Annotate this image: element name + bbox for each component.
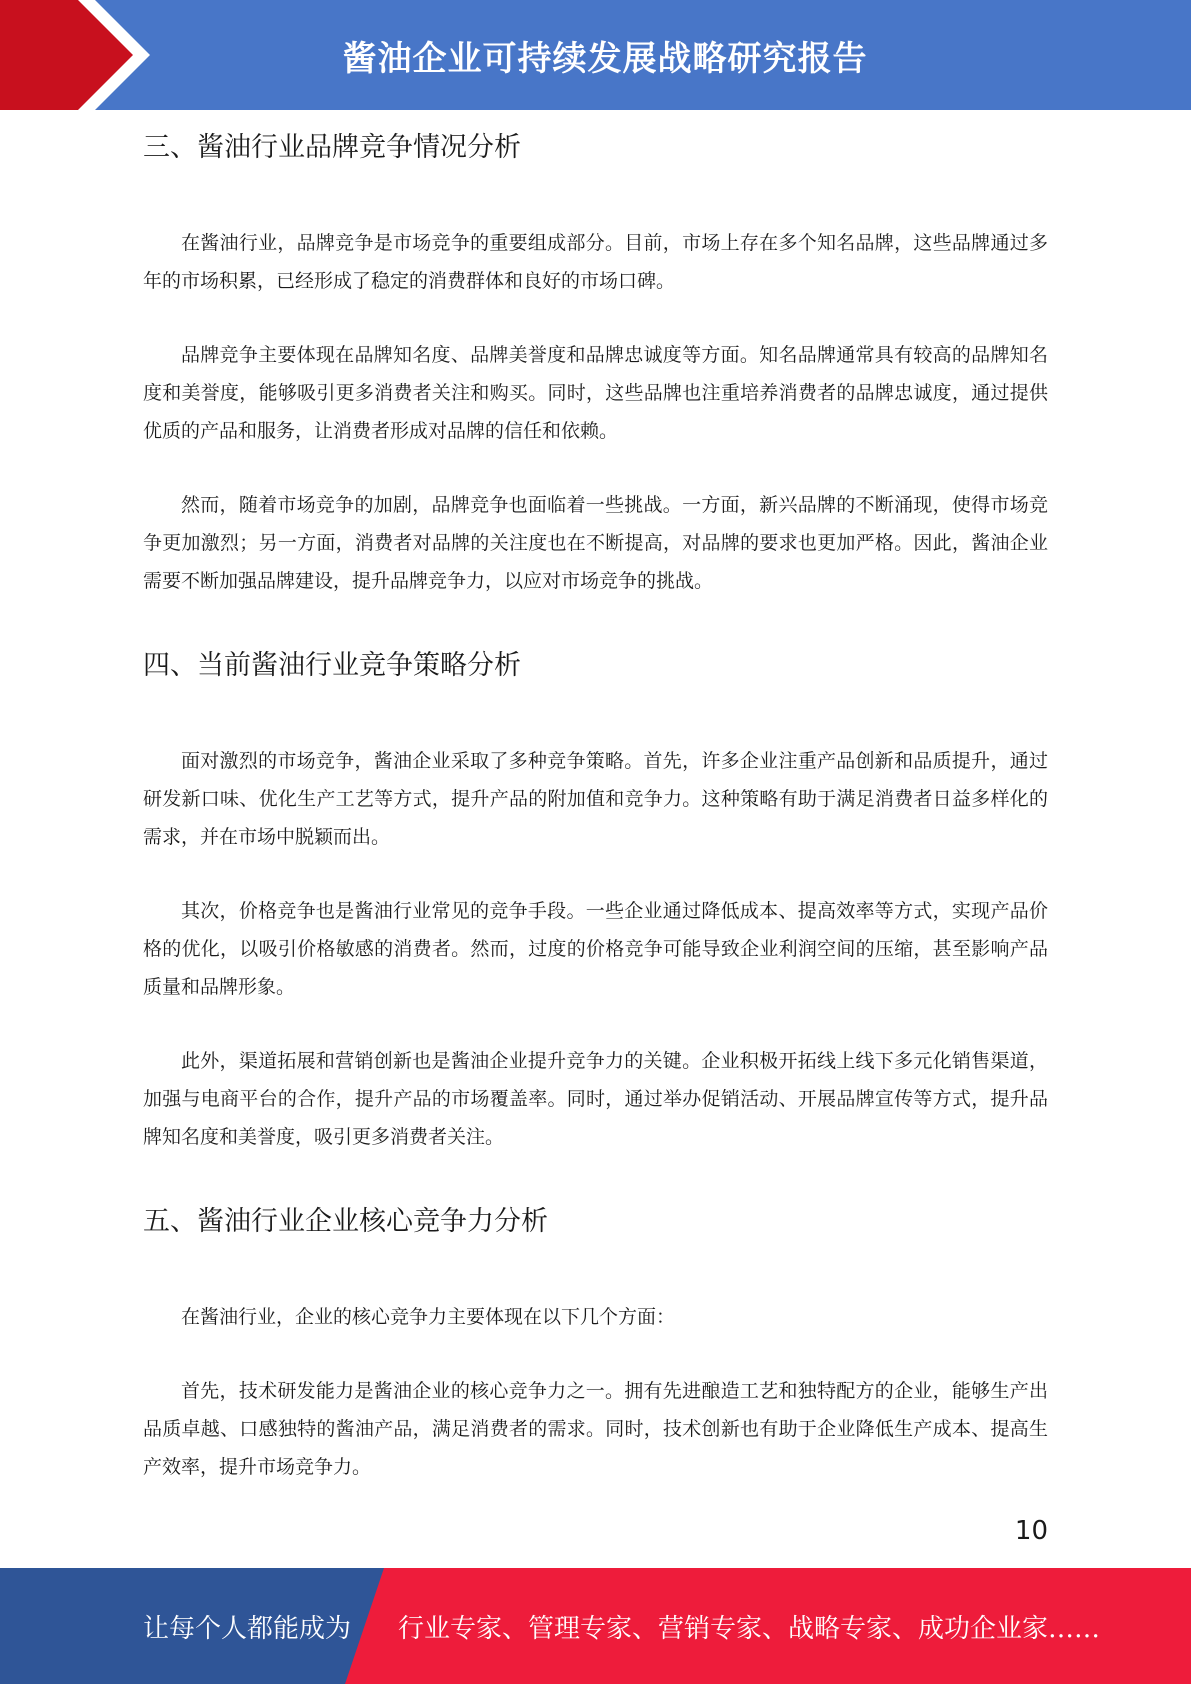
section-heading: 三、酱油行业品牌竞争情况分析 <box>143 132 521 163</box>
paragraph: 面对激烈的市场竞争，酱油企业采取了多种竞争策略。首先，许多企业注重产品创新和品质提升，通过研发新口味、优化生产工艺等方式，提升产品的附加值和竞争力。这种策略有助于满足消费者日益多样化的需求，并在市场中脱颖而出。 <box>143 750 1048 848</box>
section-core-competitiveness <box>143 1202 1048 1486</box>
paragraph: 然而，随着市场竞争的加剧，品牌竞争也面临着一些挑战。一方面，新兴品牌的不断涌现，使得市场竞争更加激烈；另一方面，消费者对品牌的关注度也在不断提高，对品牌的要求也更加严格。因此，酱油企业需要不断加强品牌建设，提升品牌竞争力，以应对市场竞争的挑战。 <box>143 494 1048 592</box>
paragraph: 首先，技术研发能力是酱油企业的核心竞争力之一。拥有先进酿造工艺和独特配方的企业，能够生产出品质卓越、口感独特的酱油产品，满足消费者的需求。同时，技术创新也有助于企业降低生产成本、提高生产效率，提升市场竞争力。 <box>143 1380 1048 1478</box>
section-heading: 五、酱油行业企业核心竞争力分析 <box>143 1206 548 1237</box>
paragraph: 此外，渠道拓展和营销创新也是酱油企业提升竞争力的关键。企业积极开拓线上线下多元化销售渠道，加强与电商平台的合作，提升产品的市场覆盖率。同时，通过举办促销活动、开展品牌宣传等方式，提升品牌知名度和美誉度，吸引更多消费者关注。 <box>143 1050 1048 1148</box>
page-number: 10 <box>1014 1516 1048 1546</box>
page-header <box>0 0 1191 110</box>
paragraph: 在酱油行业，企业的核心竞争力主要体现在以下几个方面： <box>181 1306 676 1328</box>
section-brand-competition <box>143 128 1048 600</box>
page-content <box>143 128 1048 1486</box>
paragraph: 品牌竞争主要体现在品牌知名度、品牌美誉度和品牌忠诚度等方面。知名品牌通常具有较高的品牌知名度和美誉度，能够吸引更多消费者关注和购买。同时，这些品牌也注重培养消费者的品牌忠诚度，通过提供优质的产品和服务，让消费者形成对品牌的信任和依赖。 <box>143 344 1048 442</box>
section-competition-strategy <box>143 646 1048 1156</box>
document-title: 酱油企业可持续发展战略研究报告 <box>342 38 868 79</box>
paragraph: 在酱油行业，品牌竞争是市场竞争的重要组成部分。目前，市场上存在多个知名品牌，这些品牌通过多年的市场积累，已经形成了稳定的消费群体和良好的市场口碑。 <box>143 232 1048 292</box>
page-footer <box>0 1568 1191 1684</box>
paragraph: 其次，价格竞争也是酱油行业常见的竞争手段。一些企业通过降低成本、提高效率等方式，实现产品价格的优化，以吸引价格敏感的消费者。然而，过度的价格竞争可能导致企业利润空间的压缩，甚至影响产品质量和品牌形象。 <box>143 900 1048 998</box>
section-heading: 四、当前酱油行业竞争策略分析 <box>143 650 521 681</box>
footer-slogan-right: 行业专家、管理专家、营销专家、战略专家、成功企业家…… <box>398 1613 1101 1644</box>
footer-slogan-left: 让每个人都能成为 <box>143 1613 352 1644</box>
